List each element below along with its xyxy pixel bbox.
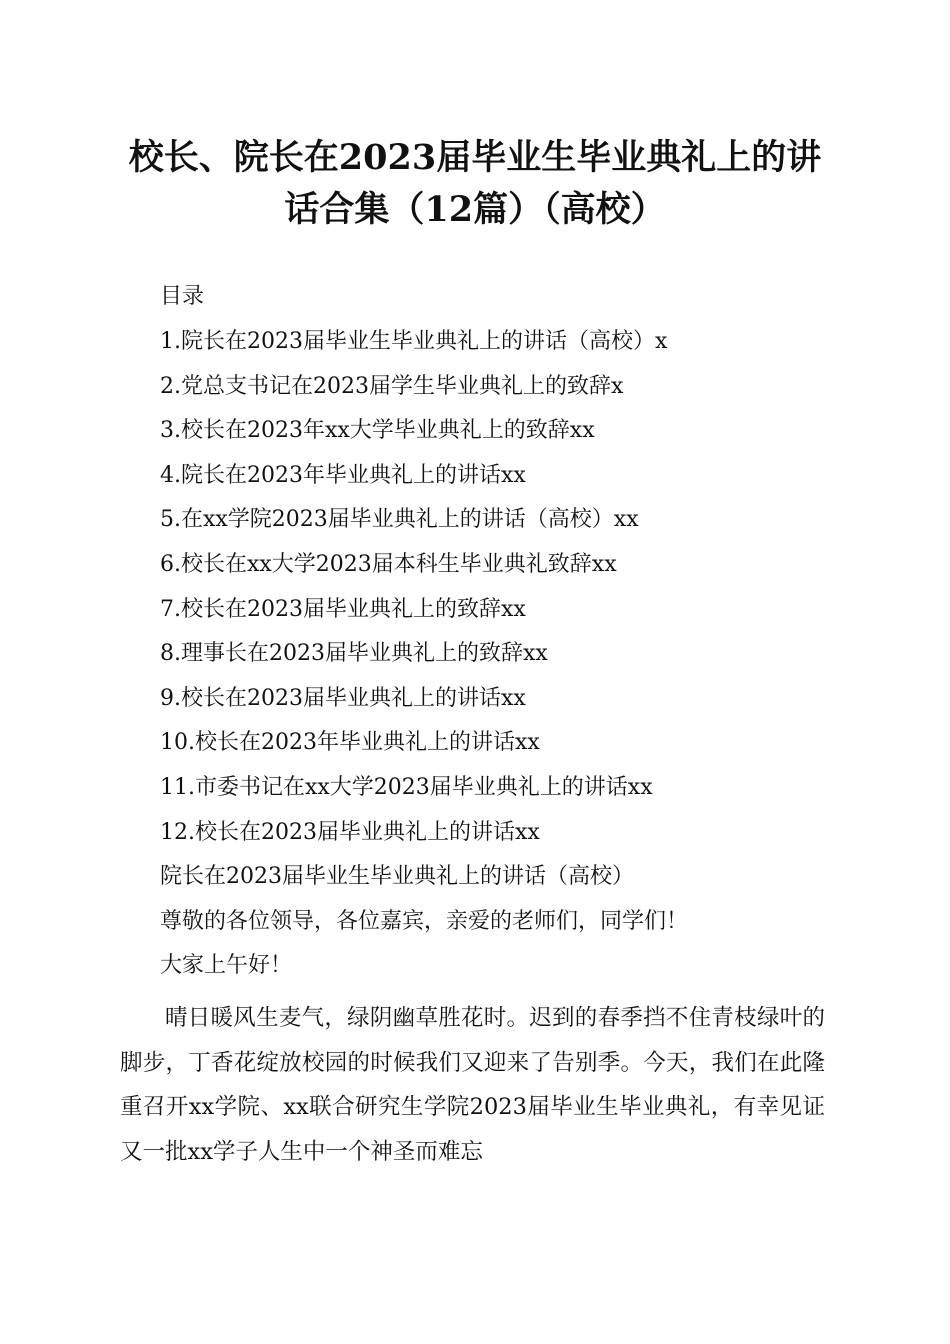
toc-item: 2.党总支书记在2023届学生毕业典礼上的致辞x: [160, 373, 624, 399]
toc-item: 3.校长在2023年xx大学毕业典礼上的致辞xx: [160, 418, 595, 444]
greeting: 大家上午好！: [160, 953, 293, 979]
speech-opening: [160, 860, 688, 994]
body-paragraph: 晴日暖风生麦气，绿阴幽草胜花时。迟到的春季挡不住青枝绿叶的脚步，丁香花绽放校园的时候我们又迎来了告别季。今天，我们在此隆重召开xx学院、xx联合研究生学院2023届毕业生毕业典礼，有幸见证又一批xx学子人生中一个神圣而难忘: [120, 1005, 825, 1165]
title-line-2: 话合集（12篇）（高校）: [284, 189, 666, 230]
toc-item: 6.校长在xx大学2023届本科生毕业典礼致辞xx: [160, 551, 617, 577]
title-line-1: 校长、院长在2023届毕业生毕业典礼上的讲: [128, 137, 822, 178]
toc-item: 8.理事长在2023届毕业典礼上的致辞xx: [160, 641, 548, 667]
section-title: 院长在2023届毕业生毕业典礼上的讲话（高校）: [160, 864, 634, 889]
document-title: [100, 132, 850, 236]
toc-item: 10.校长在2023年毕业典礼上的讲话xx: [160, 730, 540, 756]
table-of-contents: [160, 325, 667, 860]
toc-item: 1.院长在2023届毕业生毕业典礼上的讲话（高校）x: [160, 329, 668, 354]
toc-item: 4.院长在2023年毕业典礼上的讲话xx: [160, 462, 526, 488]
salutation: 尊敬的各位领导，各位嘉宾，亲爱的老师们，同学们！: [160, 908, 689, 934]
toc-heading: 目录: [160, 284, 205, 309]
toc-item: 7.校长在2023届毕业典礼上的致辞xx: [160, 596, 526, 622]
toc-item: 5.在xx学院2023届毕业典礼上的讲话（高校）xx: [160, 507, 639, 533]
toc-item: 12.校长在2023届毕业典礼上的讲话xx: [160, 819, 540, 845]
toc-item: 11.市委书记在xx大学2023届毕业典礼上的讲话xx: [160, 774, 653, 800]
toc-item: 9.校长在2023届毕业典礼上的讲话xx: [160, 685, 526, 711]
